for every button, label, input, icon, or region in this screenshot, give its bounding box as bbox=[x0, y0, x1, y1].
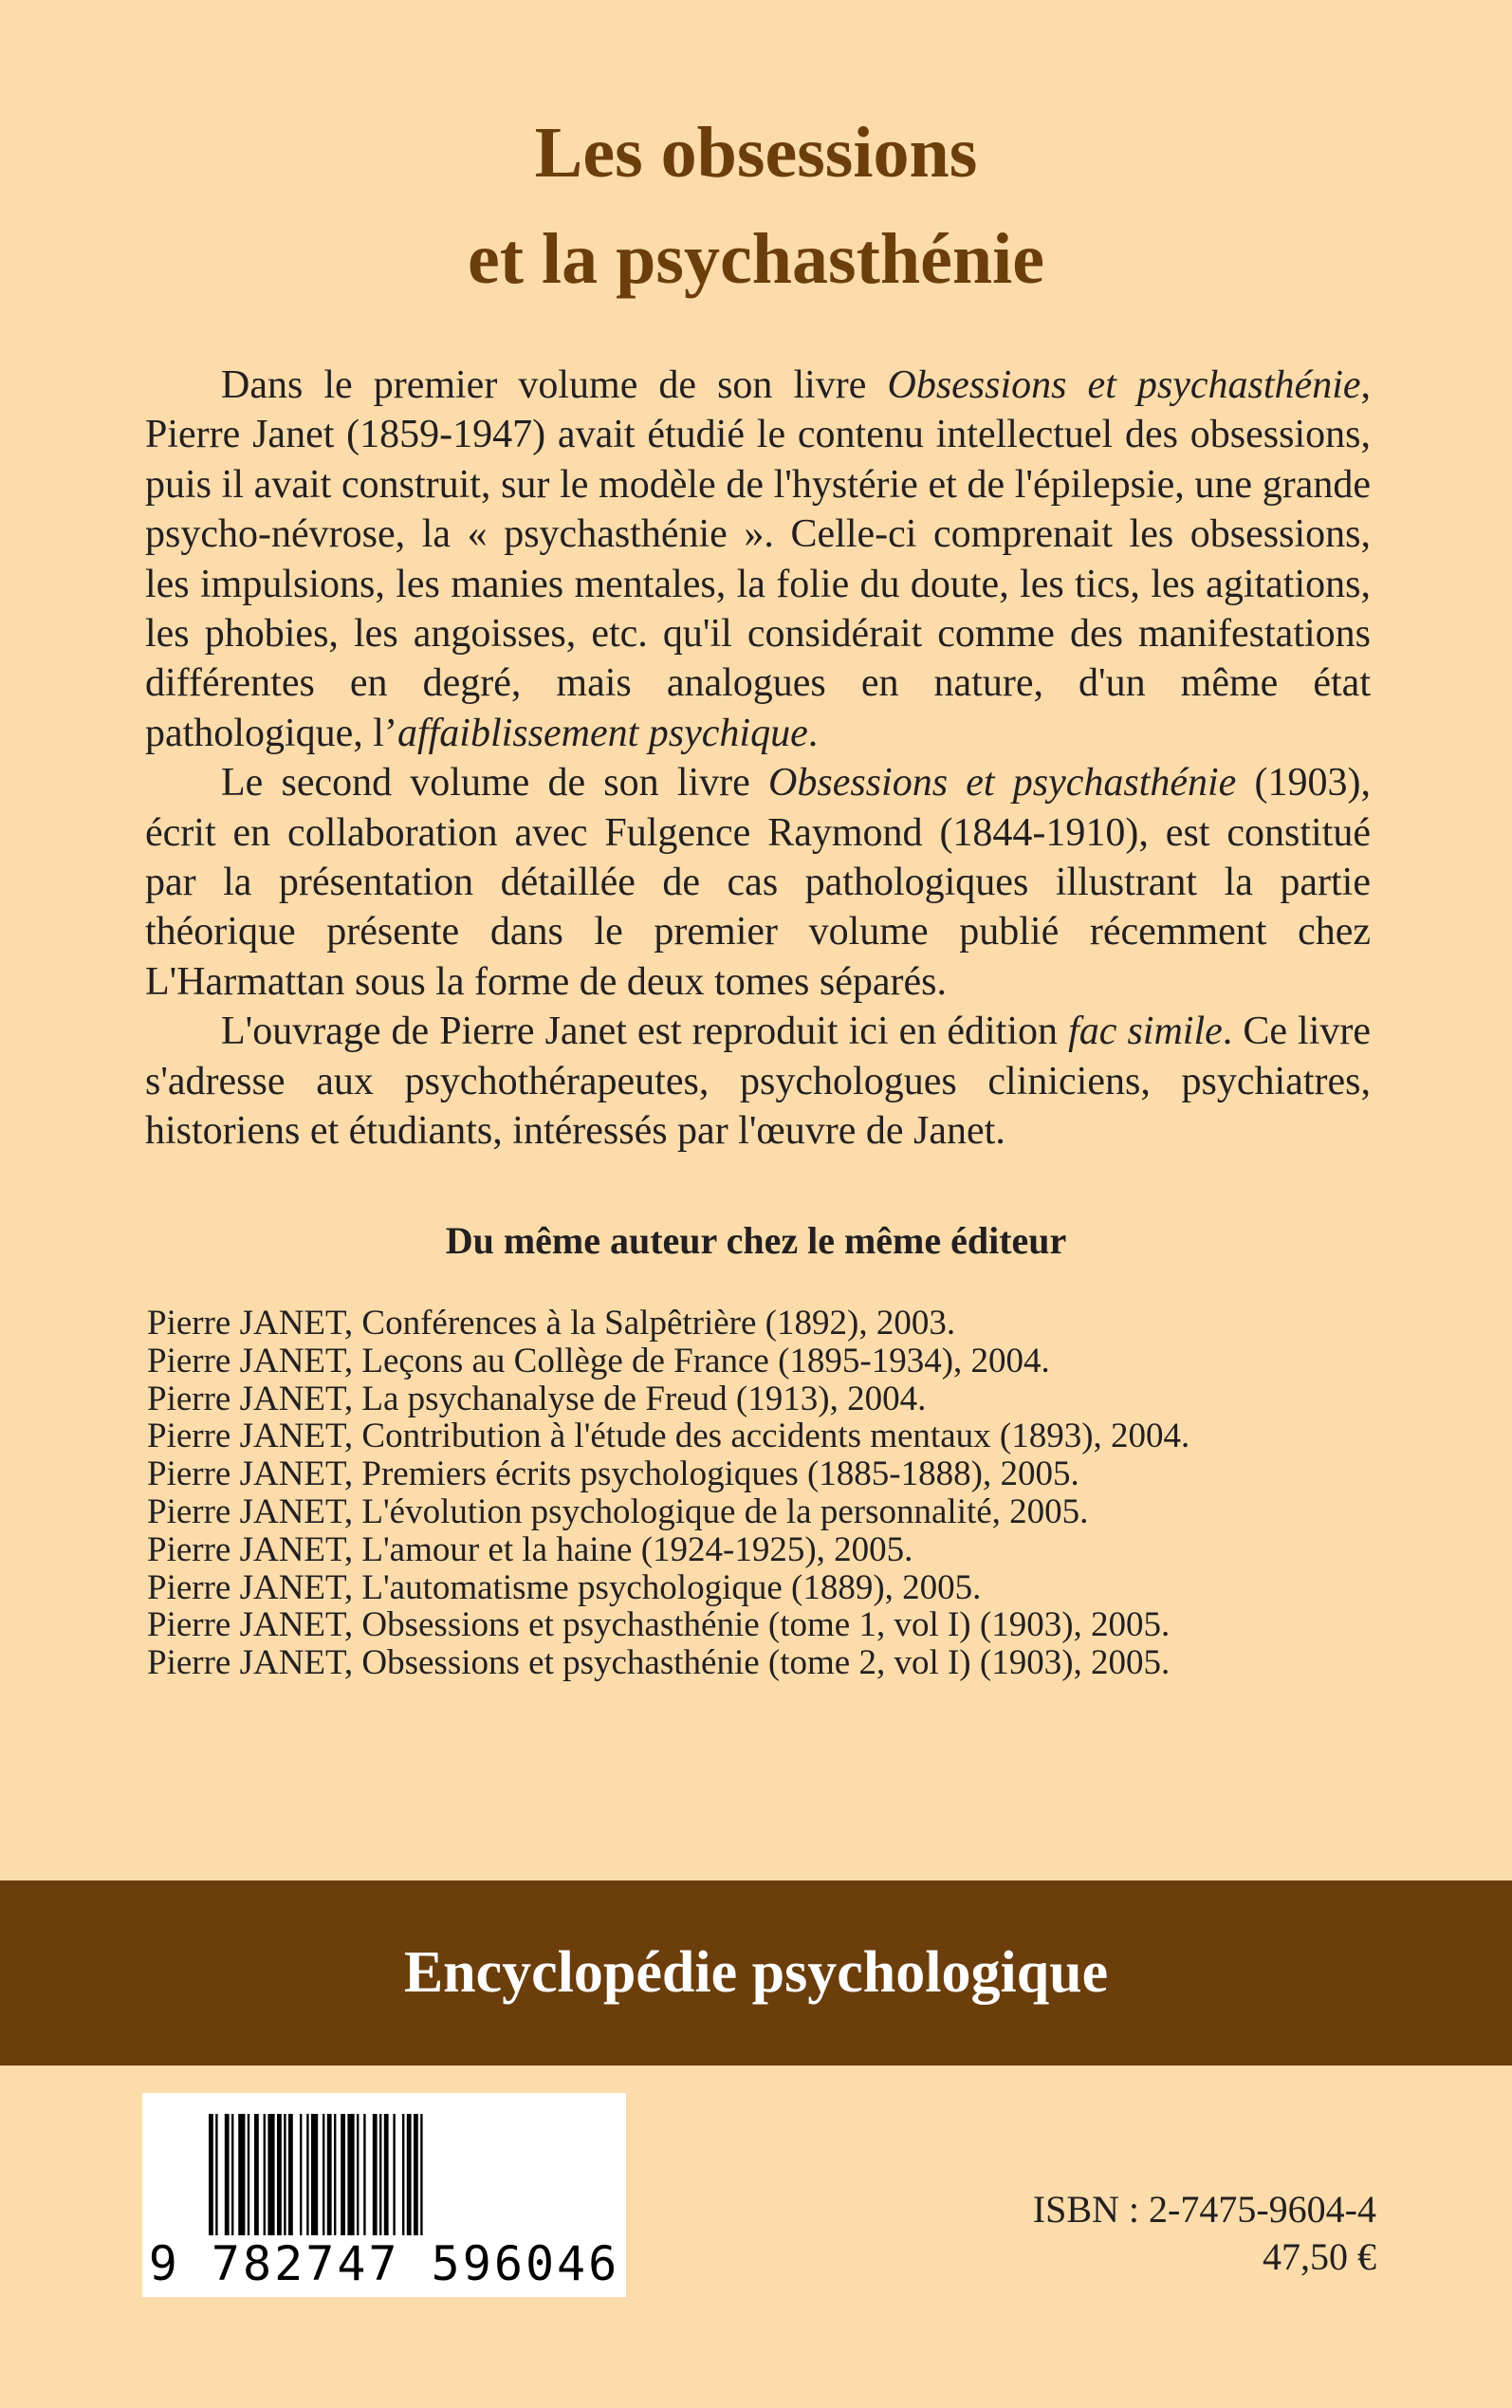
barcode-bar bbox=[300, 2114, 302, 2235]
barcode-bar bbox=[306, 2114, 308, 2235]
barcode-bar bbox=[215, 2114, 217, 2235]
barcode-bar bbox=[402, 2114, 404, 2235]
list-item: Pierre JANET, Obsessions et psychasthénie (tome 1, vol I) (1903), 2005. bbox=[147, 1605, 1171, 1645]
barcode-bar bbox=[357, 2114, 359, 2235]
book-title-line-2: et la psychasthénie bbox=[468, 219, 1044, 299]
barcode-bar bbox=[288, 2114, 293, 2235]
paragraph-1-italic-title: Obsessions et psychasthénie bbox=[887, 363, 1361, 407]
list-item: Pierre JANET, Leçons au Collège de France (1895-1934), 2004. bbox=[147, 1341, 1050, 1380]
paragraph-3-text-b: . Ce livre s'adresse aux psychothérapeutes, psychologues cliniciens, psychiatres, historiens et étudiants, intéressés par l'œuvre de Janet. bbox=[145, 1010, 1372, 1154]
barcode-bar bbox=[384, 2114, 389, 2235]
barcode-bar bbox=[209, 2114, 213, 2235]
paragraph-2-text-a: Le second volume de son livre bbox=[221, 761, 769, 806]
barcode-bar bbox=[311, 2114, 318, 2235]
barcode-bar bbox=[327, 2114, 332, 2235]
barcode-bar bbox=[323, 2114, 324, 2235]
barcode-bar bbox=[341, 2114, 345, 2235]
barcode bbox=[142, 2093, 626, 2297]
description-paragraph-2 bbox=[145, 758, 1371, 1007]
barcode-bar bbox=[284, 2114, 286, 2235]
list-item: Pierre JANET, L'automatisme psychologique (1889), 2005. bbox=[147, 1567, 982, 1607]
list-item: Pierre JANET, Conférences à la Salpêtrière (1892), 2003. bbox=[147, 1304, 956, 1343]
barcode-digits: 9 782747 596046 bbox=[148, 2236, 620, 2291]
book-title bbox=[0, 100, 1512, 312]
description bbox=[145, 361, 1371, 1157]
description-paragraph-3 bbox=[145, 1007, 1371, 1156]
barcode-bar bbox=[231, 2114, 233, 2235]
list-item: Pierre JANET, L'amour et la haine (1924-1925), 2005. bbox=[147, 1529, 913, 1569]
barcode-bar bbox=[267, 2114, 274, 2235]
isbn: ISBN : 2-7475-9604-4 bbox=[1032, 2188, 1376, 2231]
barcode-bar bbox=[420, 2114, 422, 2235]
barcode-bar bbox=[254, 2114, 259, 2235]
paragraph-2-text-b: (1903), écrit en collaboration avec Fulgence Raymond (1844-1910), est constitué par la présentation détaillée de cas pathologiques illustrant la partie théorique présente dans le premier volume publié récemment chez L'Harmattan sous la forme de deux tomes séparés. bbox=[145, 761, 1371, 1004]
barcode-bar bbox=[277, 2114, 282, 2235]
barcode-bar bbox=[347, 2114, 354, 2235]
series-band bbox=[0, 1880, 1512, 2065]
book-title-line-1: Les obsessions bbox=[534, 113, 978, 193]
barcode-bar bbox=[248, 2114, 249, 2235]
barcode-bar bbox=[363, 2114, 365, 2235]
paragraph-3-italic-term: fac simile bbox=[1068, 1010, 1223, 1054]
barcode-bar bbox=[264, 2114, 266, 2235]
barcode-bar bbox=[238, 2114, 245, 2235]
same-author-list bbox=[147, 1305, 1428, 1682]
barcode-bar bbox=[334, 2114, 336, 2235]
paragraph-1-italic-term: affaiblissement psychique bbox=[396, 711, 808, 755]
barcode-bar bbox=[373, 2114, 378, 2235]
price: 47,50 € bbox=[1263, 2235, 1376, 2278]
list-item: Pierre JANET, Contribution à l'étude des accidents mentaux (1893), 2004. bbox=[147, 1417, 1190, 1456]
list-item: Pierre JANET, L'évolution psychologique de la personnalité, 2005. bbox=[147, 1491, 1089, 1531]
list-item: Pierre JANET, Premiers écrits psychologiques (1885-1888), 2005. bbox=[147, 1454, 1079, 1494]
barcode-bar bbox=[393, 2114, 395, 2235]
series-name: Encyclopédie psychologique bbox=[403, 1940, 1109, 2005]
paragraph-2-italic-title: Obsessions et psychasthénie bbox=[768, 761, 1237, 806]
same-author-heading: Du même auteur chez le même éditeur bbox=[445, 1219, 1067, 1262]
barcode-bar bbox=[407, 2114, 412, 2235]
paragraph-1-text-c: . bbox=[807, 711, 819, 755]
barcode-bar bbox=[379, 2114, 381, 2235]
list-item: Pierre JANET, Obsessions et psychasthénie (tome 2, vol I) (1903), 2005. bbox=[147, 1643, 1171, 1683]
list-item: Pierre JANET, La psychanalyse de Freud (1913), 2004. bbox=[147, 1379, 927, 1418]
paragraph-1-text-a: Dans le premier volume de son livre bbox=[221, 363, 888, 407]
paragraph-1-text-b: , Pierre Janet (1859-1947) avait étudié le contenu intellectuel des obsessions, puis il avait construit, sur le modèle de l'hystérie et de l'épilepsie, une grande psycho-névrose, la « psychasthénie ». Celle-ci comprenait les obsessions, les impulsions, les manies mentales, la folie du doute, les tics, les agitations, les phobies, les angoisses, etc. qu'il considérait comme des manifestations différentes en degré, mais analogues en nature, d'un même état pathologique, l’ bbox=[145, 363, 1371, 755]
description-paragraph-1 bbox=[145, 361, 1371, 758]
barcode-bar bbox=[414, 2114, 418, 2235]
barcode-bar bbox=[225, 2114, 230, 2235]
paragraph-3-text-a: L'ouvrage de Pierre Janet est reproduit ici en édition bbox=[221, 1010, 1069, 1054]
